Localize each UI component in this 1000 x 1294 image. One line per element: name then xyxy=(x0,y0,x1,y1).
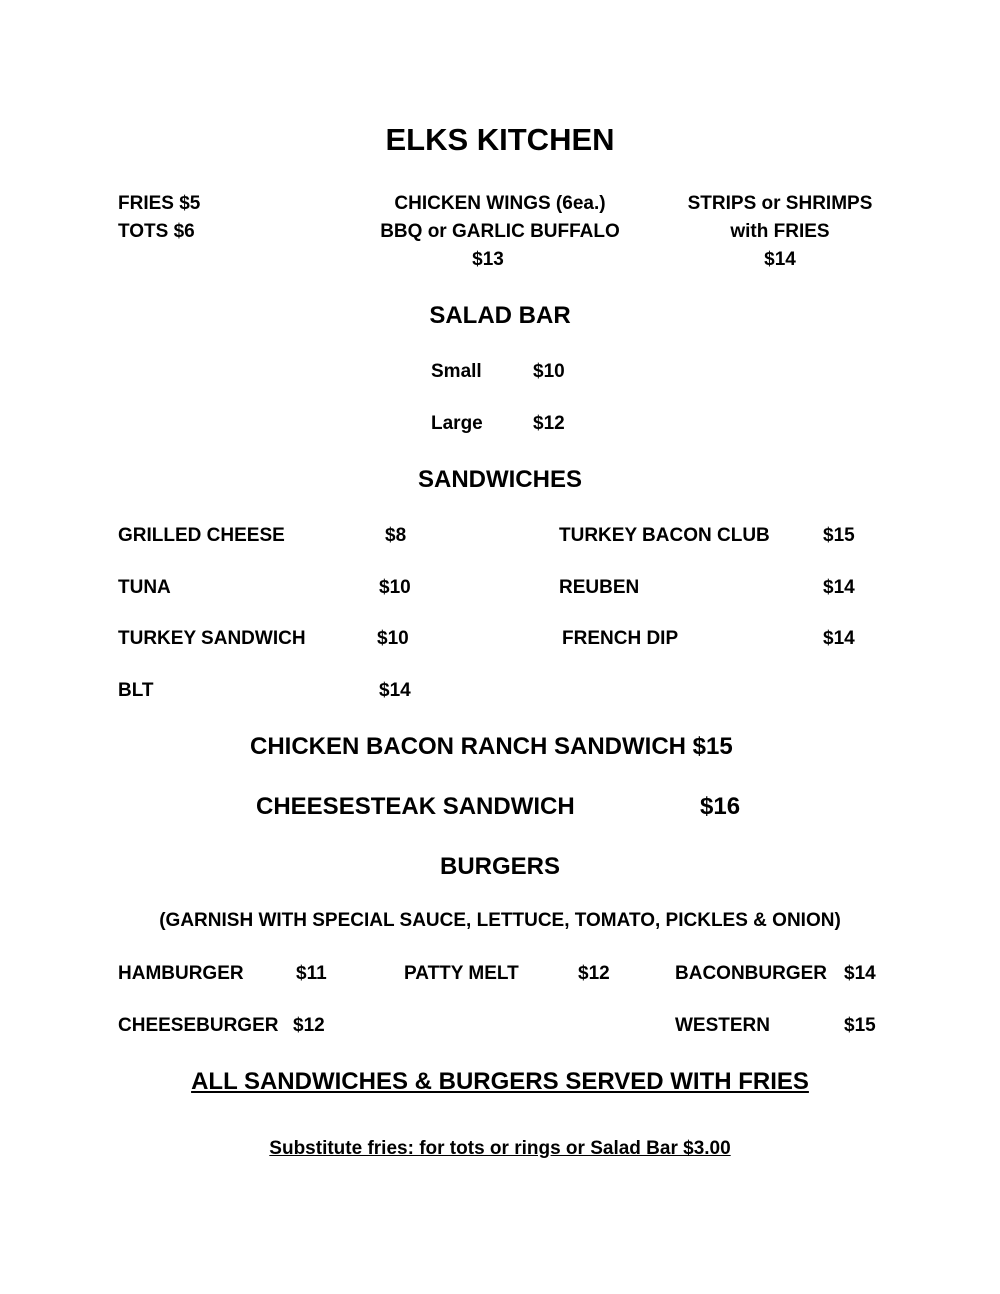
burger-hamburger-name: HAMBURGER xyxy=(118,963,244,984)
sandwich-french-dip-name: FRENCH DIP xyxy=(562,628,679,649)
burgers-garnish-note: (GARNISH WITH SPECIAL SAUCE, LETTUCE, TOMATO, PICKLES & ONION) xyxy=(159,910,841,931)
sandwich-blt-price: $14 xyxy=(379,680,411,701)
salad-bar-heading: SALAD BAR xyxy=(429,302,571,329)
fries-item: FRIES $5 xyxy=(118,193,201,214)
substitute-note: Substitute fries: for tots or rings or Salad Bar $3.00 xyxy=(269,1138,731,1159)
sandwich-grilled-cheese-price: $8 xyxy=(385,525,407,546)
sandwich-turkey-name: TURKEY SANDWICH xyxy=(118,628,306,649)
served-with-fries-note: ALL SANDWICHES & BURGERS SERVED WITH FRIES xyxy=(191,1068,809,1095)
burger-western-name: WESTERN xyxy=(675,1015,770,1036)
burger-western-price: $15 xyxy=(844,1015,876,1036)
salad-large-name: Large xyxy=(431,413,483,434)
salad-small-name: Small xyxy=(431,361,482,382)
sandwich-grilled-cheese-name: GRILLED CHEESE xyxy=(118,525,285,546)
burgers-heading: BURGERS xyxy=(439,853,560,880)
burger-patty-melt-price: $12 xyxy=(578,963,610,984)
sandwich-turkey-bacon-club-name: TURKEY BACON CLUB xyxy=(559,525,770,546)
salad-small-price: $10 xyxy=(533,361,565,382)
strips-price: $14 xyxy=(764,249,796,270)
sandwich-french-dip-price: $14 xyxy=(823,628,855,649)
salad-large-price: $12 xyxy=(533,413,565,434)
sandwich-turkey-price: $10 xyxy=(377,628,409,649)
sandwich-reuben-price: $14 xyxy=(823,577,855,598)
burger-cheeseburger-price: $12 xyxy=(293,1015,325,1036)
sandwich-tuna-price: $10 xyxy=(379,577,411,598)
burger-cheeseburger-name: CHEESEBURGER xyxy=(118,1015,279,1036)
burger-baconburger-name: BACONBURGER xyxy=(675,963,827,984)
sandwich-turkey-bacon-club-price: $15 xyxy=(823,525,855,546)
burger-hamburger-price: $11 xyxy=(296,963,327,984)
burger-patty-melt-name: PATTY MELT xyxy=(404,963,519,984)
strips-line1: STRIPS or SHRIMPS xyxy=(687,193,873,214)
chicken-bacon-ranch-line: CHICKEN BACON RANCH SANDWICH $15 xyxy=(250,733,733,760)
burger-baconburger-price: $14 xyxy=(844,963,876,984)
sandwiches-heading: SANDWICHES xyxy=(417,466,582,493)
cheesesteak-price: $16 xyxy=(700,793,741,820)
wings-line2: BBQ or GARLIC BUFFALO xyxy=(380,221,620,242)
page-title: ELKS KITCHEN xyxy=(385,122,615,157)
sandwich-blt-name: BLT xyxy=(118,680,154,701)
strips-line2: with FRIES xyxy=(730,221,830,242)
wings-line1: CHICKEN WINGS (6ea.) xyxy=(394,193,606,214)
sandwich-reuben-name: REUBEN xyxy=(559,577,640,598)
tots-item: TOTS $6 xyxy=(118,221,195,242)
cheesesteak-name: CHEESESTEAK SANDWICH xyxy=(256,793,575,820)
wings-price: $13 xyxy=(472,249,504,270)
sandwich-tuna-name: TUNA xyxy=(118,577,171,598)
